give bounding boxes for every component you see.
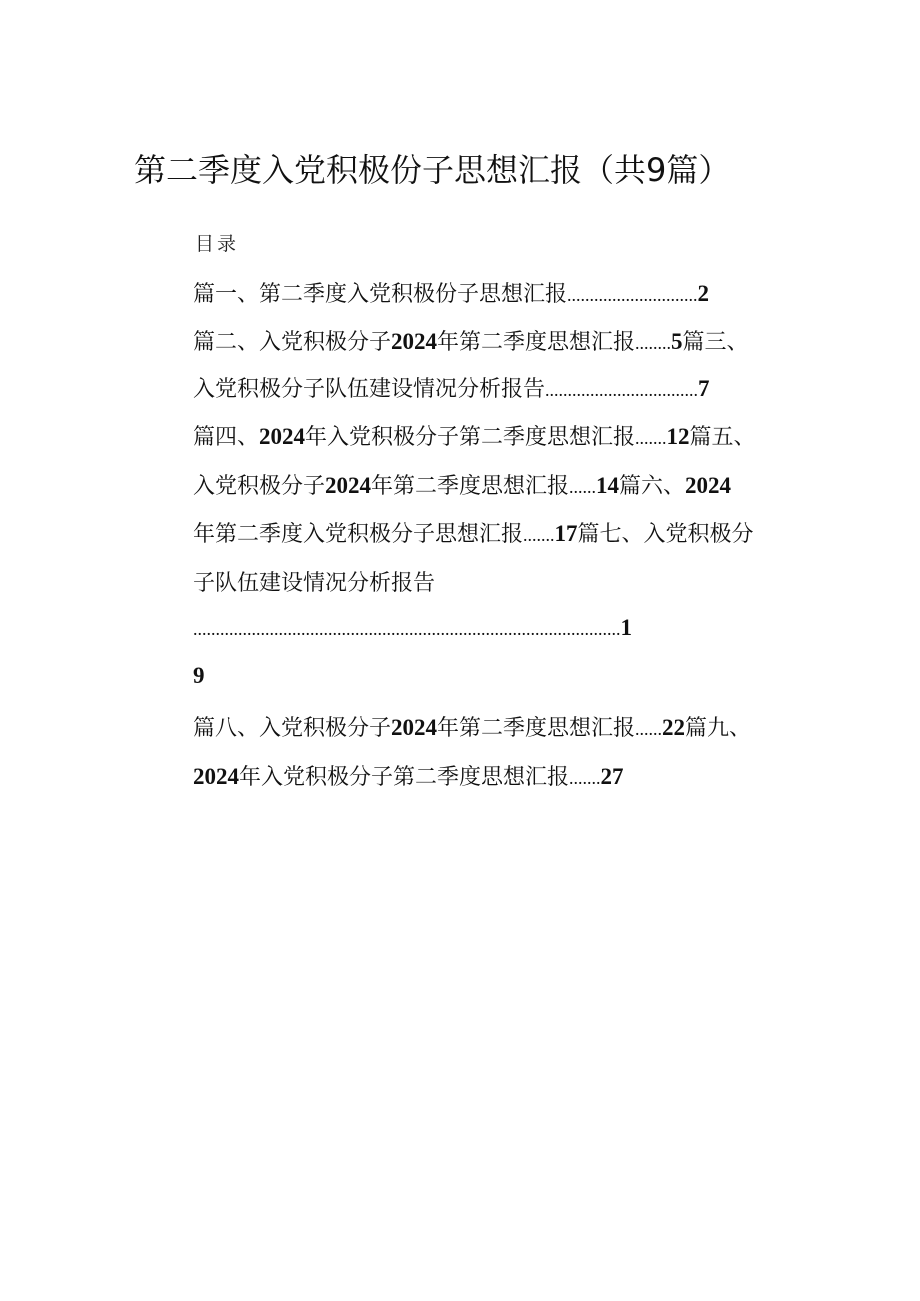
toc-page-number: 2: [697, 281, 710, 306]
toc-entry-11[interactable]: [193, 760, 793, 791]
toc-entry-8[interactable]: [193, 615, 793, 641]
toc-page-number: 1: [620, 615, 632, 640]
toc-entry-text: 入党积极分子队伍建设情况分析报告: [193, 377, 546, 402]
toc-page-number: 9: [193, 663, 205, 688]
toc-heading: 目录: [195, 233, 240, 255]
toc-entry-text: 篇三、: [682, 330, 749, 355]
toc-entry-1[interactable]: [193, 277, 793, 308]
toc-entry-4[interactable]: [193, 420, 793, 451]
toc-entry-text: 篇一、第二季度入党积极份子思想汇报: [193, 282, 568, 307]
toc-entry-text: 篇四、: [193, 425, 260, 450]
toc-leader-dots: ..................................: [545, 380, 699, 400]
toc-leader-dots: ........: [635, 333, 672, 353]
toc-year: 2024: [391, 715, 438, 740]
toc-page-number: 22: [662, 715, 686, 740]
toc-entry-2[interactable]: [193, 325, 793, 356]
toc-entry-text: 年入党积极分子第二季度思想汇报: [239, 765, 570, 790]
toc-leader-dots: .............................: [567, 285, 698, 305]
toc-entry-text: 篇五、: [689, 425, 756, 450]
toc-entry-9[interactable]: [193, 663, 793, 689]
toc-page-number: 5: [671, 329, 683, 354]
toc-year: 2024: [259, 424, 306, 449]
toc-entry-text: 年第二季度思想汇报: [437, 330, 636, 355]
toc-page-number: 14: [596, 473, 620, 498]
toc-entry-3[interactable]: [193, 372, 793, 403]
toc-entry-text: 年第二季度思想汇报: [371, 474, 570, 499]
toc-entry-text: 篇九、: [685, 716, 752, 741]
toc-entry-10[interactable]: [193, 711, 793, 742]
toc-page-number: 17: [554, 521, 578, 546]
toc-entry-text: 子队伍建设情况分析报告: [193, 571, 436, 596]
toc-page-number: 12: [666, 424, 690, 449]
toc-year: 2024: [193, 764, 239, 789]
toc-leader-dots: .......: [635, 428, 667, 448]
toc-entry-text: 入党积极分子: [193, 474, 326, 499]
toc-year: 2024: [391, 329, 438, 354]
toc-leader-dots: .......: [569, 768, 601, 788]
toc-year: 2024: [325, 473, 372, 498]
toc-page-number: 27: [600, 764, 624, 789]
document-title: 第二季度入党积极份子思想汇报（共9篇）: [134, 151, 731, 189]
toc-year: 2024: [685, 473, 732, 498]
toc-entry-5[interactable]: [193, 469, 793, 500]
toc-entry-6[interactable]: [193, 517, 793, 548]
toc-leader-dots: ......: [635, 719, 663, 739]
toc-leader-dots: ......: [569, 477, 597, 497]
toc-leader-dots: .......: [523, 525, 555, 545]
toc-entry-text: 年入党积极分子第二季度思想汇报: [305, 425, 636, 450]
toc-entry-text: 篇二、入党积极分子: [193, 330, 392, 355]
toc-page-number: 7: [698, 376, 710, 401]
toc-entry-7[interactable]: [193, 566, 793, 597]
toc-entry-text: 年第二季度入党积极分子思想汇报: [193, 522, 524, 547]
toc-leader-dots: ...............................................................................................: [193, 619, 621, 639]
toc-entry-text: 篇七、入党积极分: [577, 522, 754, 547]
toc-entry-text: 年第二季度思想汇报: [437, 716, 636, 741]
toc-entry-text: 篇八、入党积极分子: [193, 716, 392, 741]
toc-entry-text: 篇六、: [619, 474, 686, 499]
